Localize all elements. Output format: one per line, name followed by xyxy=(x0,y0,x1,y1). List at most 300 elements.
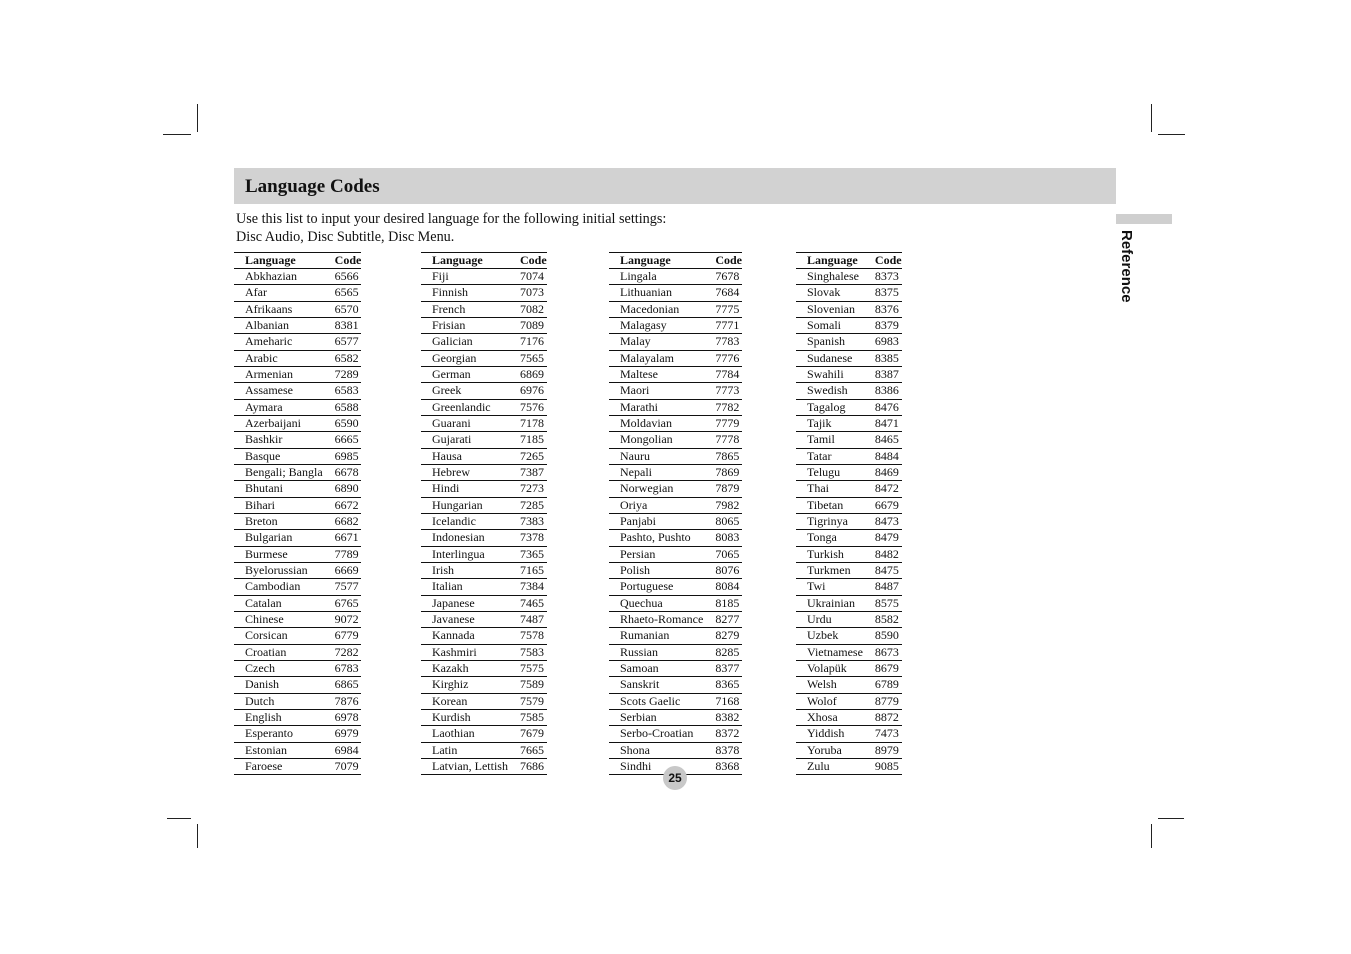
language-name: Catalan xyxy=(234,595,323,611)
language-name: Moldavian xyxy=(609,415,703,431)
language-name: Rumanian xyxy=(609,628,703,644)
table-row xyxy=(234,317,361,333)
language-code: 7487 xyxy=(508,611,547,627)
language-name: Lithuanian xyxy=(609,285,703,301)
language-name: Welsh xyxy=(796,677,863,693)
table-row xyxy=(796,693,902,709)
table-row xyxy=(796,726,902,742)
language-code: 8779 xyxy=(863,693,902,709)
language-code: 7589 xyxy=(508,677,547,693)
table-row xyxy=(796,350,902,366)
language-name: Albanian xyxy=(234,317,323,333)
table-row xyxy=(421,726,547,742)
table-row xyxy=(421,611,547,627)
table-row xyxy=(234,562,361,578)
language-code: 6583 xyxy=(323,383,362,399)
language-table xyxy=(234,252,361,775)
language-name: Thai xyxy=(796,481,863,497)
table-row xyxy=(234,334,361,350)
table-row xyxy=(421,644,547,660)
table-row xyxy=(609,693,742,709)
crop-mark xyxy=(1151,824,1152,848)
language-code: 6588 xyxy=(323,399,362,415)
language-code: 8473 xyxy=(863,513,902,529)
language-code: 7876 xyxy=(323,693,362,709)
table-row xyxy=(234,448,361,464)
table-row xyxy=(609,513,742,529)
language-code: 8386 xyxy=(863,383,902,399)
language-code: 9085 xyxy=(863,758,902,774)
language-name: Sanskrit xyxy=(609,677,703,693)
table-row xyxy=(421,432,547,448)
language-name: Latin xyxy=(421,742,508,758)
table-row xyxy=(234,595,361,611)
table-row xyxy=(796,628,902,644)
language-code: 8277 xyxy=(703,611,742,627)
language-name: Kannada xyxy=(421,628,508,644)
language-name: Slovenian xyxy=(796,301,863,317)
language-name: Afar xyxy=(234,285,323,301)
language-code: 7778 xyxy=(703,432,742,448)
language-code: 7665 xyxy=(508,742,547,758)
language-code: 8479 xyxy=(863,530,902,546)
table-row xyxy=(609,269,742,285)
table-row xyxy=(796,448,902,464)
table-row xyxy=(234,399,361,415)
language-code: 7387 xyxy=(508,464,547,480)
language-code: 6678 xyxy=(323,464,362,480)
language-code: 7879 xyxy=(703,481,742,497)
language-code: 8185 xyxy=(703,595,742,611)
table-row xyxy=(421,415,547,431)
table-row xyxy=(796,758,902,774)
table-row xyxy=(421,742,547,758)
title-bar xyxy=(234,168,1116,204)
language-code: 9072 xyxy=(323,611,362,627)
table-row xyxy=(234,415,361,431)
language-code: 7583 xyxy=(508,644,547,660)
column-header-code: Code xyxy=(703,253,742,269)
language-code: 7775 xyxy=(703,301,742,317)
table-row xyxy=(234,677,361,693)
language-name: Hungarian xyxy=(421,497,508,513)
language-code: 8872 xyxy=(863,709,902,725)
table-row xyxy=(234,579,361,595)
language-name: Quechua xyxy=(609,595,703,611)
language-code: 6976 xyxy=(508,383,547,399)
table-row xyxy=(234,383,361,399)
language-name: Volapük xyxy=(796,660,863,676)
language-code: 6565 xyxy=(323,285,362,301)
language-code: 8382 xyxy=(703,709,742,725)
language-code: 8472 xyxy=(863,481,902,497)
language-name: Serbo-Croatian xyxy=(609,726,703,742)
language-name: Norwegian xyxy=(609,481,703,497)
language-name: Latvian, Lettish xyxy=(421,758,508,774)
language-name: Oriya xyxy=(609,497,703,513)
table-row xyxy=(234,742,361,758)
table-row xyxy=(421,383,547,399)
language-name: Aymara xyxy=(234,399,323,415)
crop-mark xyxy=(197,824,198,848)
table-row xyxy=(421,693,547,709)
table-row xyxy=(609,383,742,399)
column-header-code: Code xyxy=(323,253,362,269)
language-code: 8387 xyxy=(863,366,902,382)
table-row xyxy=(421,481,547,497)
language-name: Tamil xyxy=(796,432,863,448)
language-name: Pashto, Pushto xyxy=(609,530,703,546)
table-row xyxy=(796,432,902,448)
table-row xyxy=(234,546,361,562)
language-name: Kirghiz xyxy=(421,677,508,693)
table-row xyxy=(609,644,742,660)
language-code: 7771 xyxy=(703,317,742,333)
language-code: 7789 xyxy=(323,546,362,562)
table-row xyxy=(234,644,361,660)
language-name: Fiji xyxy=(421,269,508,285)
language-name: Polish xyxy=(609,562,703,578)
table-row xyxy=(796,742,902,758)
section-label: Reference xyxy=(1118,230,1135,303)
language-name: Bhutani xyxy=(234,481,323,497)
table-row xyxy=(421,758,547,774)
table-row xyxy=(609,481,742,497)
table-row xyxy=(234,366,361,382)
language-name: Danish xyxy=(234,677,323,693)
language-name: Yoruba xyxy=(796,742,863,758)
table-row xyxy=(421,513,547,529)
language-name: Japanese xyxy=(421,595,508,611)
language-code: 7865 xyxy=(703,448,742,464)
table-row xyxy=(421,317,547,333)
crop-mark xyxy=(1158,818,1184,819)
language-name: Laothian xyxy=(421,726,508,742)
language-code: 8377 xyxy=(703,660,742,676)
table-row xyxy=(609,595,742,611)
language-name: Scots Gaelic xyxy=(609,693,703,709)
page-title: Language Codes xyxy=(245,176,380,197)
language-name: Irish xyxy=(421,562,508,578)
crop-mark xyxy=(167,818,191,819)
language-code: 6789 xyxy=(863,677,902,693)
language-name: Greenlandic xyxy=(421,399,508,415)
table-row xyxy=(796,464,902,480)
language-code: 8378 xyxy=(703,742,742,758)
language-code: 7185 xyxy=(508,432,547,448)
language-name: Serbian xyxy=(609,709,703,725)
table-row xyxy=(609,301,742,317)
language-code: 6679 xyxy=(863,497,902,513)
language-name: Arabic xyxy=(234,350,323,366)
language-name: Tajik xyxy=(796,415,863,431)
table-row xyxy=(609,285,742,301)
language-name: Georgian xyxy=(421,350,508,366)
language-code: 8285 xyxy=(703,644,742,660)
table-row xyxy=(421,579,547,595)
language-name: Samoan xyxy=(609,660,703,676)
language-name: Mongolian xyxy=(609,432,703,448)
language-code: 7782 xyxy=(703,399,742,415)
column-header-language: Language xyxy=(234,253,323,269)
language-code: 8979 xyxy=(863,742,902,758)
language-name: Wolof xyxy=(796,693,863,709)
table-row xyxy=(796,677,902,693)
language-code: 7784 xyxy=(703,366,742,382)
language-name: Breton xyxy=(234,513,323,529)
language-code: 7585 xyxy=(508,709,547,725)
language-name: Abkhazian xyxy=(234,269,323,285)
language-code: 8679 xyxy=(863,660,902,676)
language-code: 7176 xyxy=(508,334,547,350)
table-row xyxy=(796,611,902,627)
language-name: Czech xyxy=(234,660,323,676)
language-code: 6779 xyxy=(323,628,362,644)
language-code: 8373 xyxy=(863,269,902,285)
language-code: 7273 xyxy=(508,481,547,497)
language-code: 7082 xyxy=(508,301,547,317)
language-code: 7465 xyxy=(508,595,547,611)
intro-text xyxy=(236,210,666,246)
crop-mark xyxy=(163,134,191,135)
language-code: 6566 xyxy=(323,269,362,285)
language-code: 8084 xyxy=(703,579,742,595)
language-code: 7773 xyxy=(703,383,742,399)
language-code: 6671 xyxy=(323,530,362,546)
language-name: Hausa xyxy=(421,448,508,464)
language-code: 8372 xyxy=(703,726,742,742)
page-number: 25 xyxy=(663,766,687,790)
language-code: 7378 xyxy=(508,530,547,546)
table-row xyxy=(796,383,902,399)
crop-mark xyxy=(1151,104,1152,132)
table-row xyxy=(234,350,361,366)
language-name: Tagalog xyxy=(796,399,863,415)
language-name: Swahili xyxy=(796,366,863,382)
table-row xyxy=(609,464,742,480)
language-name: Maltese xyxy=(609,366,703,382)
table-row xyxy=(609,677,742,693)
language-code: 7282 xyxy=(323,644,362,660)
language-code: 8385 xyxy=(863,350,902,366)
language-name: Javanese xyxy=(421,611,508,627)
language-name: Azerbaijani xyxy=(234,415,323,431)
table-row xyxy=(421,562,547,578)
language-name: Hebrew xyxy=(421,464,508,480)
table-row xyxy=(234,628,361,644)
language-name: Byelorussian xyxy=(234,562,323,578)
table-row xyxy=(421,660,547,676)
language-code: 7579 xyxy=(508,693,547,709)
language-name: Estonian xyxy=(234,742,323,758)
language-name: Bashkir xyxy=(234,432,323,448)
language-code: 8469 xyxy=(863,464,902,480)
table-row xyxy=(421,628,547,644)
table-row xyxy=(609,726,742,742)
table-row xyxy=(421,334,547,350)
table-row xyxy=(796,334,902,350)
language-code: 8465 xyxy=(863,432,902,448)
language-code: 8582 xyxy=(863,611,902,627)
language-code: 6869 xyxy=(508,366,547,382)
language-code: 8487 xyxy=(863,579,902,595)
table-row xyxy=(421,301,547,317)
language-name: Bihari xyxy=(234,497,323,513)
language-name: Portuguese xyxy=(609,579,703,595)
language-name: Ameharic xyxy=(234,334,323,350)
table-row xyxy=(796,546,902,562)
language-code: 6865 xyxy=(323,677,362,693)
table-row xyxy=(421,269,547,285)
language-code: 7178 xyxy=(508,415,547,431)
language-name: Corsican xyxy=(234,628,323,644)
language-name: Xhosa xyxy=(796,709,863,725)
language-name: Bengali; Bangla xyxy=(234,464,323,480)
language-name: Tibetan xyxy=(796,497,863,513)
table-row xyxy=(609,432,742,448)
table-row xyxy=(796,481,902,497)
language-code: 8575 xyxy=(863,595,902,611)
language-code: 7565 xyxy=(508,350,547,366)
language-code: 6590 xyxy=(323,415,362,431)
table-row xyxy=(421,464,547,480)
language-code: 8368 xyxy=(703,758,742,774)
language-code: 7678 xyxy=(703,269,742,285)
language-name: Maori xyxy=(609,383,703,399)
table-row xyxy=(796,513,902,529)
table-row xyxy=(796,595,902,611)
table-row xyxy=(421,350,547,366)
language-code: 7776 xyxy=(703,350,742,366)
table-row xyxy=(421,595,547,611)
language-code: 6682 xyxy=(323,513,362,529)
table-row xyxy=(609,709,742,725)
language-name: Icelandic xyxy=(421,513,508,529)
language-name: Nepali xyxy=(609,464,703,480)
language-code: 8279 xyxy=(703,628,742,644)
table-row xyxy=(421,497,547,513)
language-code: 7079 xyxy=(323,758,362,774)
language-code: 7578 xyxy=(508,628,547,644)
language-name: Uzbek xyxy=(796,628,863,644)
language-name: Singhalese xyxy=(796,269,863,285)
table-row xyxy=(609,366,742,382)
language-name: Frisian xyxy=(421,317,508,333)
column-header-language: Language xyxy=(796,253,863,269)
section-tab xyxy=(1116,214,1172,224)
language-code: 8083 xyxy=(703,530,742,546)
language-name: Vietnamese xyxy=(796,644,863,660)
table-row xyxy=(796,366,902,382)
language-name: Korean xyxy=(421,693,508,709)
column-header-language: Language xyxy=(609,253,703,269)
table-row xyxy=(609,562,742,578)
language-code: 6582 xyxy=(323,350,362,366)
language-code: 8590 xyxy=(863,628,902,644)
language-code: 8376 xyxy=(863,301,902,317)
language-name: Twi xyxy=(796,579,863,595)
language-name: Burmese xyxy=(234,546,323,562)
language-name: Kashmiri xyxy=(421,644,508,660)
language-code: 7686 xyxy=(508,758,547,774)
table-row xyxy=(421,709,547,725)
table-row xyxy=(796,497,902,513)
language-name: Slovak xyxy=(796,285,863,301)
language-name: Lingala xyxy=(609,269,703,285)
language-code: 7089 xyxy=(508,317,547,333)
table-row xyxy=(234,709,361,725)
table-row xyxy=(796,399,902,415)
column-header-language: Language xyxy=(421,253,508,269)
table-row xyxy=(421,285,547,301)
language-code: 7074 xyxy=(508,269,547,285)
table-row xyxy=(796,709,902,725)
language-name: Swedish xyxy=(796,383,863,399)
language-code: 6890 xyxy=(323,481,362,497)
language-code: 6783 xyxy=(323,660,362,676)
language-name: Turkish xyxy=(796,546,863,562)
table-row xyxy=(796,579,902,595)
language-code: 7473 xyxy=(863,726,902,742)
table-row xyxy=(609,530,742,546)
language-name: Persian xyxy=(609,546,703,562)
table-row xyxy=(234,726,361,742)
language-name: Kurdish xyxy=(421,709,508,725)
language-name: Russian xyxy=(609,644,703,660)
language-name: Yiddish xyxy=(796,726,863,742)
language-code: 8375 xyxy=(863,285,902,301)
language-name: Turkmen xyxy=(796,562,863,578)
language-code: 7073 xyxy=(508,285,547,301)
language-name: Bulgarian xyxy=(234,530,323,546)
language-code: 6978 xyxy=(323,709,362,725)
table-row xyxy=(609,546,742,562)
language-name: Malayalam xyxy=(609,350,703,366)
language-name: Italian xyxy=(421,579,508,595)
table-row xyxy=(796,317,902,333)
table-row xyxy=(796,530,902,546)
language-name: Spanish xyxy=(796,334,863,350)
table-row xyxy=(234,301,361,317)
table-row xyxy=(234,464,361,480)
table-row xyxy=(421,366,547,382)
language-code: 6665 xyxy=(323,432,362,448)
table-row xyxy=(609,742,742,758)
intro-line: Disc Audio, Disc Subtitle, Disc Menu. xyxy=(236,229,455,245)
table-row xyxy=(234,269,361,285)
language-name: Dutch xyxy=(234,693,323,709)
language-code: 6765 xyxy=(323,595,362,611)
table-row xyxy=(234,611,361,627)
column-header-code: Code xyxy=(508,253,547,269)
language-code: 7575 xyxy=(508,660,547,676)
language-code: 7285 xyxy=(508,497,547,513)
language-name: English xyxy=(234,709,323,725)
table-row xyxy=(234,758,361,774)
language-code: 7576 xyxy=(508,399,547,415)
language-name: Urdu xyxy=(796,611,863,627)
table-row xyxy=(796,415,902,431)
language-code: 8381 xyxy=(323,317,362,333)
language-name: Malagasy xyxy=(609,317,703,333)
crop-mark xyxy=(1158,134,1185,135)
table-row xyxy=(609,317,742,333)
language-name: Tonga xyxy=(796,530,863,546)
table-row xyxy=(234,432,361,448)
table-row xyxy=(609,448,742,464)
table-row xyxy=(234,497,361,513)
table-row xyxy=(609,579,742,595)
